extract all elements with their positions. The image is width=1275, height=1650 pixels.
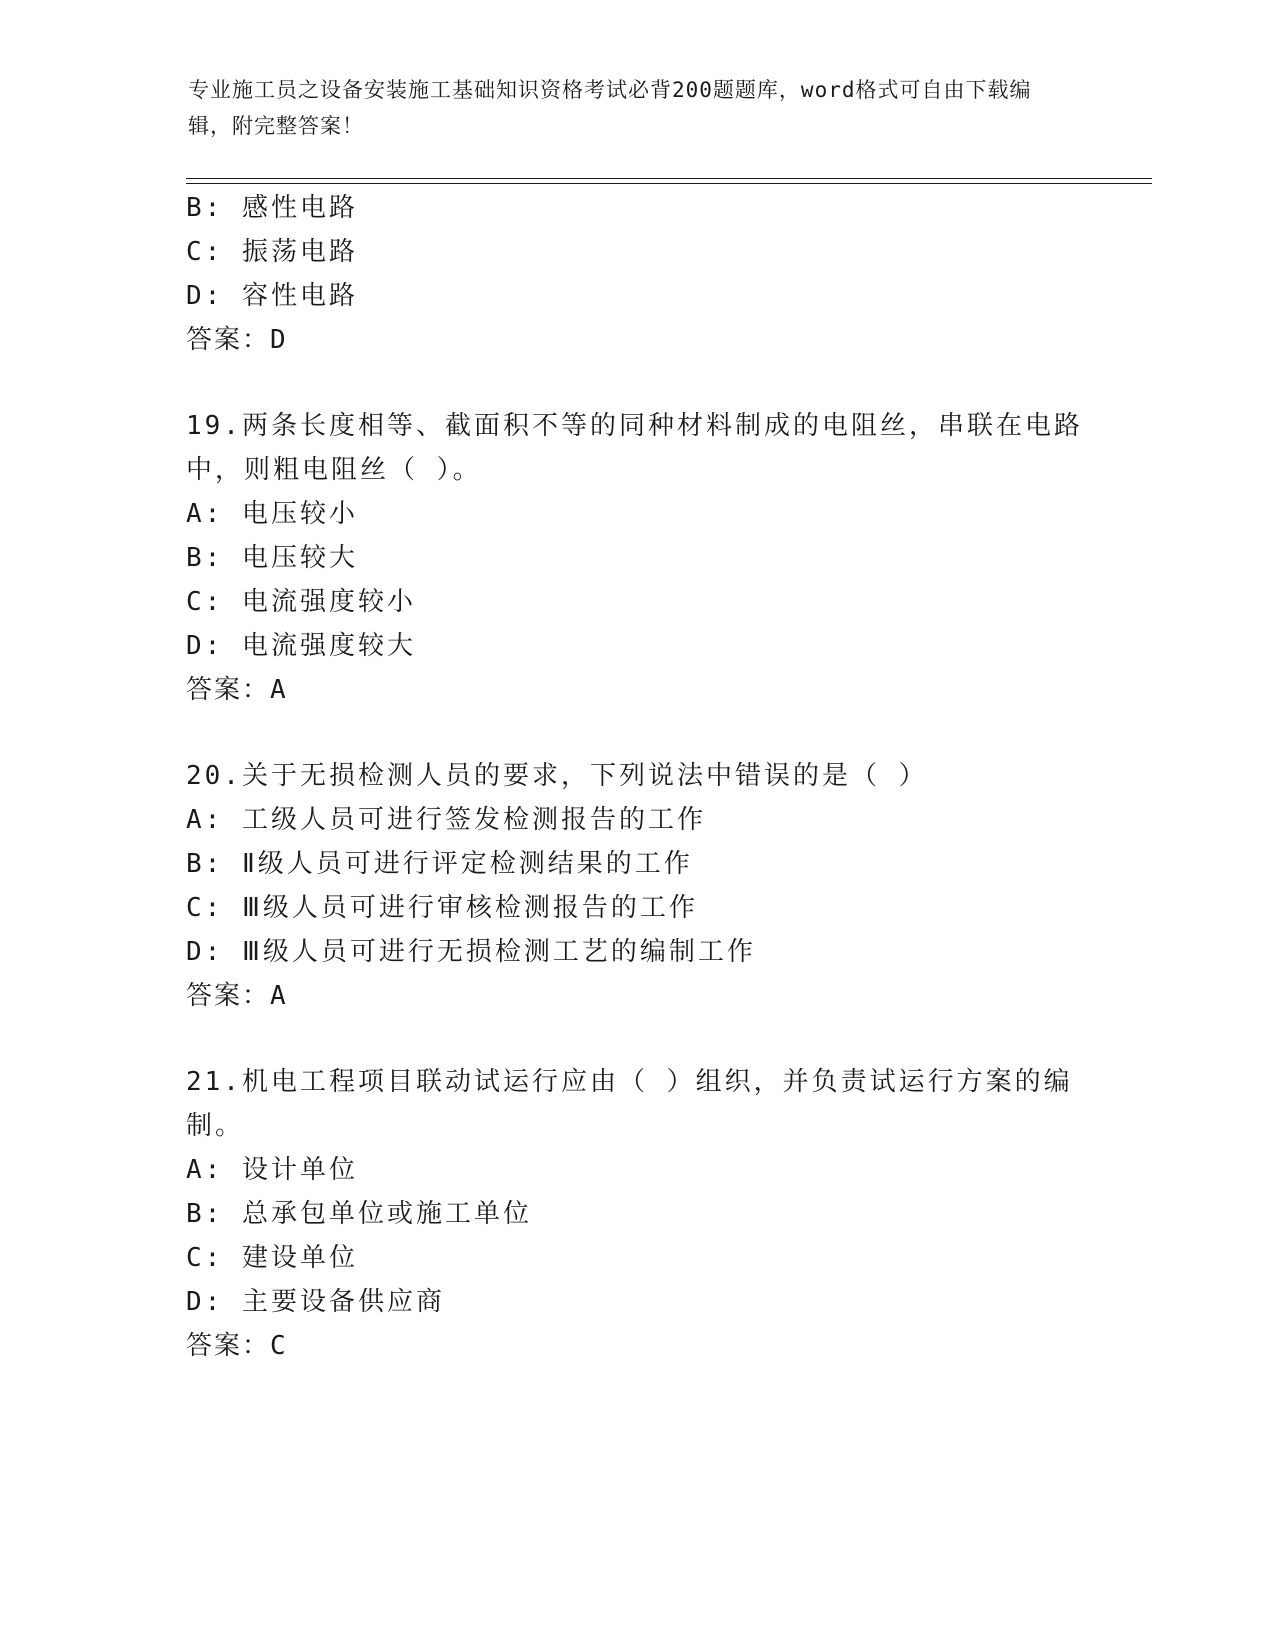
option-c: C: 振荡电路 — [186, 237, 358, 267]
question-20-option-a: A: 工级人员可进行签发检测报告的工作 — [186, 805, 706, 835]
question-21-answer: 答案：C — [186, 1331, 288, 1361]
question-20-option-d: D: Ⅲ级人员可进行无损检测工艺的编制工作 — [186, 937, 756, 967]
question-21-option-d: D: 主要设备供应商 — [186, 1287, 445, 1317]
question-20-option-c: C: Ⅲ级人员可进行审核检测报告的工作 — [186, 893, 698, 923]
question-21-option-a: A: 设计单位 — [186, 1155, 358, 1185]
question-20-answer: 答案：A — [186, 981, 288, 1011]
question-20-option-b: B: Ⅱ级人员可进行评定检测结果的工作 — [186, 849, 693, 879]
answer-line: 答案：D — [186, 325, 288, 355]
question-21-option-c: C: 建设单位 — [186, 1243, 358, 1273]
question-19-option-b: B: 电压较大 — [186, 543, 358, 573]
question-19-stem: 19.两条长度相等、截面积不等的同种材料制成的电阻丝，串联在电路 — [186, 411, 1083, 441]
question-19-option-c: C: 电流强度较小 — [186, 587, 416, 617]
question-19-answer: 答案：A — [186, 675, 288, 705]
question-19-option-d: D: 电流强度较大 — [186, 631, 416, 661]
question-21-stem: 21.机电工程项目联动试运行应由（ ）组织，并负责试运行方案的编 — [186, 1067, 1073, 1097]
header-rule-top — [186, 178, 1152, 179]
question-21-option-b: B: 总承包单位或施工单位 — [186, 1199, 532, 1229]
option-b: B: 感性电路 — [186, 193, 358, 223]
header-rule-bottom — [186, 183, 1152, 184]
question-20-stem: 20.关于无损检测人员的要求，下列说法中错误的是（ ） — [186, 761, 928, 791]
question-21-stem-cont: 制。 — [186, 1111, 245, 1141]
option-d: D: 容性电路 — [186, 281, 358, 311]
question-19-stem-cont: 中，则粗电阻丝（ ）。 — [186, 455, 482, 485]
question-19-option-a: A: 电压较小 — [186, 499, 358, 529]
document-header: 专业施工员之设备安装施工基础知识资格考试必背200题题库，word格式可自由下载编辑，附完整答案！ — [188, 78, 1032, 138]
